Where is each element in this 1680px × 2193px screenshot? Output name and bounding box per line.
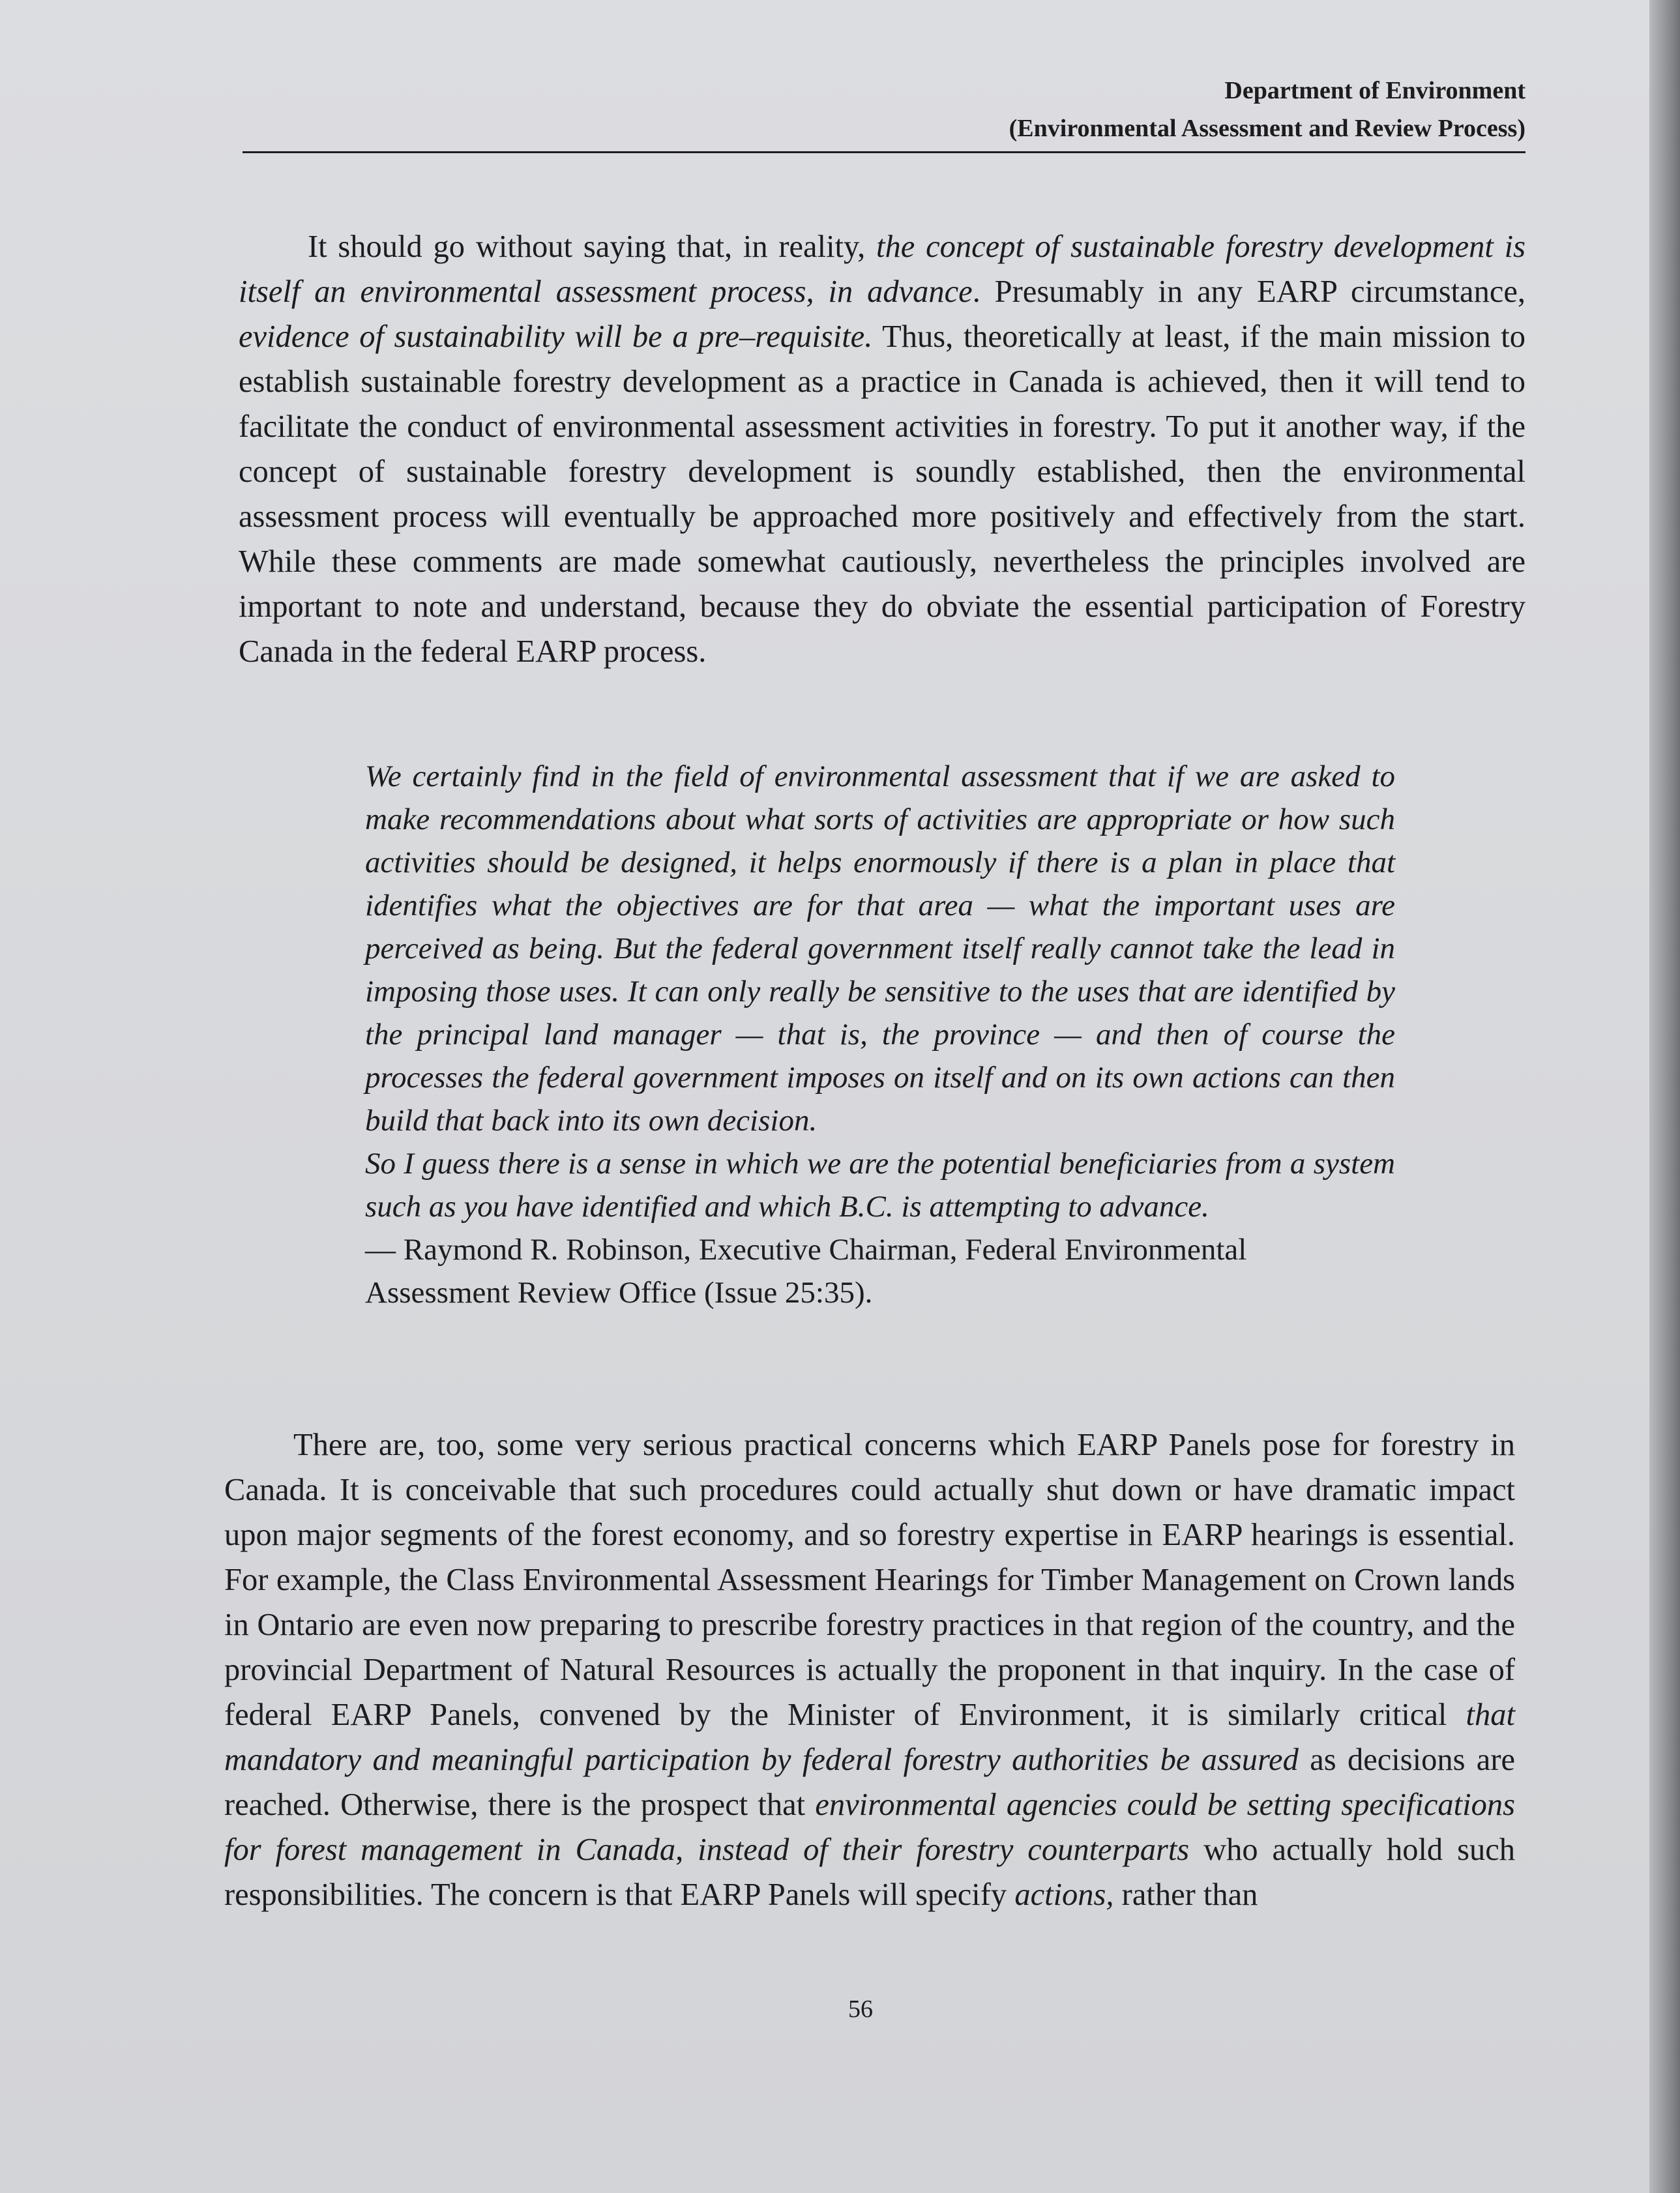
running-header (243, 72, 1525, 155)
p2-text-2: as decisions are reached. Otherwise, there is the prospect that (224, 1743, 1516, 1822)
p2-emphasis-3: instead of their forestry counterparts (698, 1832, 1190, 1867)
p2-text-4: who actually hold such responsibilities. The concern is that EARP Panels will specify (224, 1832, 1516, 1912)
page-number: 56 (848, 1995, 873, 2023)
p1-text-1: It should go without saying that, in reality, (308, 229, 877, 264)
p1-emphasis-2: evidence of sustainability will be a pre–requisite. (239, 319, 873, 354)
header-rule (243, 151, 1525, 153)
p1-text-3: Thus, theoretically at least, if the main mission to establish sustainable forestry development as a practice in Canada is achieved, then it will tend to facilitate the conduct of environmental assessment activities in forestry. To put it another way, if the concept of sustainable forestry development is soundly established, then the environmental assessment process will eventually be approached more positively and effectively from the start. While these comments are made somewhat cautiously, nevertheless the principles involved are important to note and understand, because they do obviate the essential participation of Forestry Canada in the federal EARP process. (239, 319, 1525, 669)
p2-text-3: , (675, 1832, 698, 1867)
p2-text-1: There are, too, some very serious practical concerns which EARP Panels pose for forestry in Canada. It is conceivable that such procedures could actually shut down or have dramatic impact upon major segments of the forest economy, and so forestry expertise in EARP hearings is essential. For example, the Class Environmental Assessment Hearings for Timber Management on Crown lands in Ontario are even now preparing to prescribe forestry practices in that region of the country, and the provincial Department of Natural Resources is actually the proponent in that inquiry. In the case of federal EARP Panels, convened by the Minister of Environment, it is similarly critical (224, 1428, 1515, 1732)
body-paragraph-2 (224, 1422, 1515, 1917)
quote-paragraph-2: So I guess there is a sense in which we are the potential beneficiaries from a system such as you have identified and which B.C. is attempting to advance. (365, 1147, 1395, 1224)
p1-text-2: . Presumably in any EARP circumstance, (972, 274, 1526, 309)
page-edge-shadow (1649, 0, 1680, 2193)
p2-emphasis-2: environmental agencies could be setting specifications for forest management in Canada (224, 1788, 1515, 1867)
header-process: (Environmental Assessment and Review Process) (1009, 115, 1525, 142)
p2-text-5: rather than (1113, 1877, 1258, 1912)
body-paragraph-1 (239, 224, 1525, 674)
p2-emphasis-4: actions, (1014, 1877, 1114, 1912)
header-department: Department of Environment (1224, 77, 1525, 104)
p1-emphasis-1: the concept of sustainable forestry development is itself an environmental assessment process, in advance (239, 229, 1525, 309)
quote-attribution: — Raymond R. Robinson, Executive Chairman, Federal Environmental Assessment Review Office (Issue 25:35). (365, 1233, 1247, 1310)
quote-paragraph-1: We certainly find in the field of environmental assessment that if we are asked to make recommendations about what sorts of activities are appropriate or how such activities should be designed, it helps enormously if there is a plan in place that identifies what the objectives are for that area — what the important uses are perceived as being. But the federal government itself really cannot take the lead in imposing those uses. It can only really be sensitive to the uses that are identified by the principal land manager — that is, the province — and then of course the processes the federal government imposes on itself and on its own actions can then build that back into its own decision. (365, 759, 1395, 1138)
p2-emphasis-1: that mandatory and meaningful participation by federal forestry authorities be assured (224, 1698, 1515, 1777)
block-quote (365, 755, 1395, 1314)
